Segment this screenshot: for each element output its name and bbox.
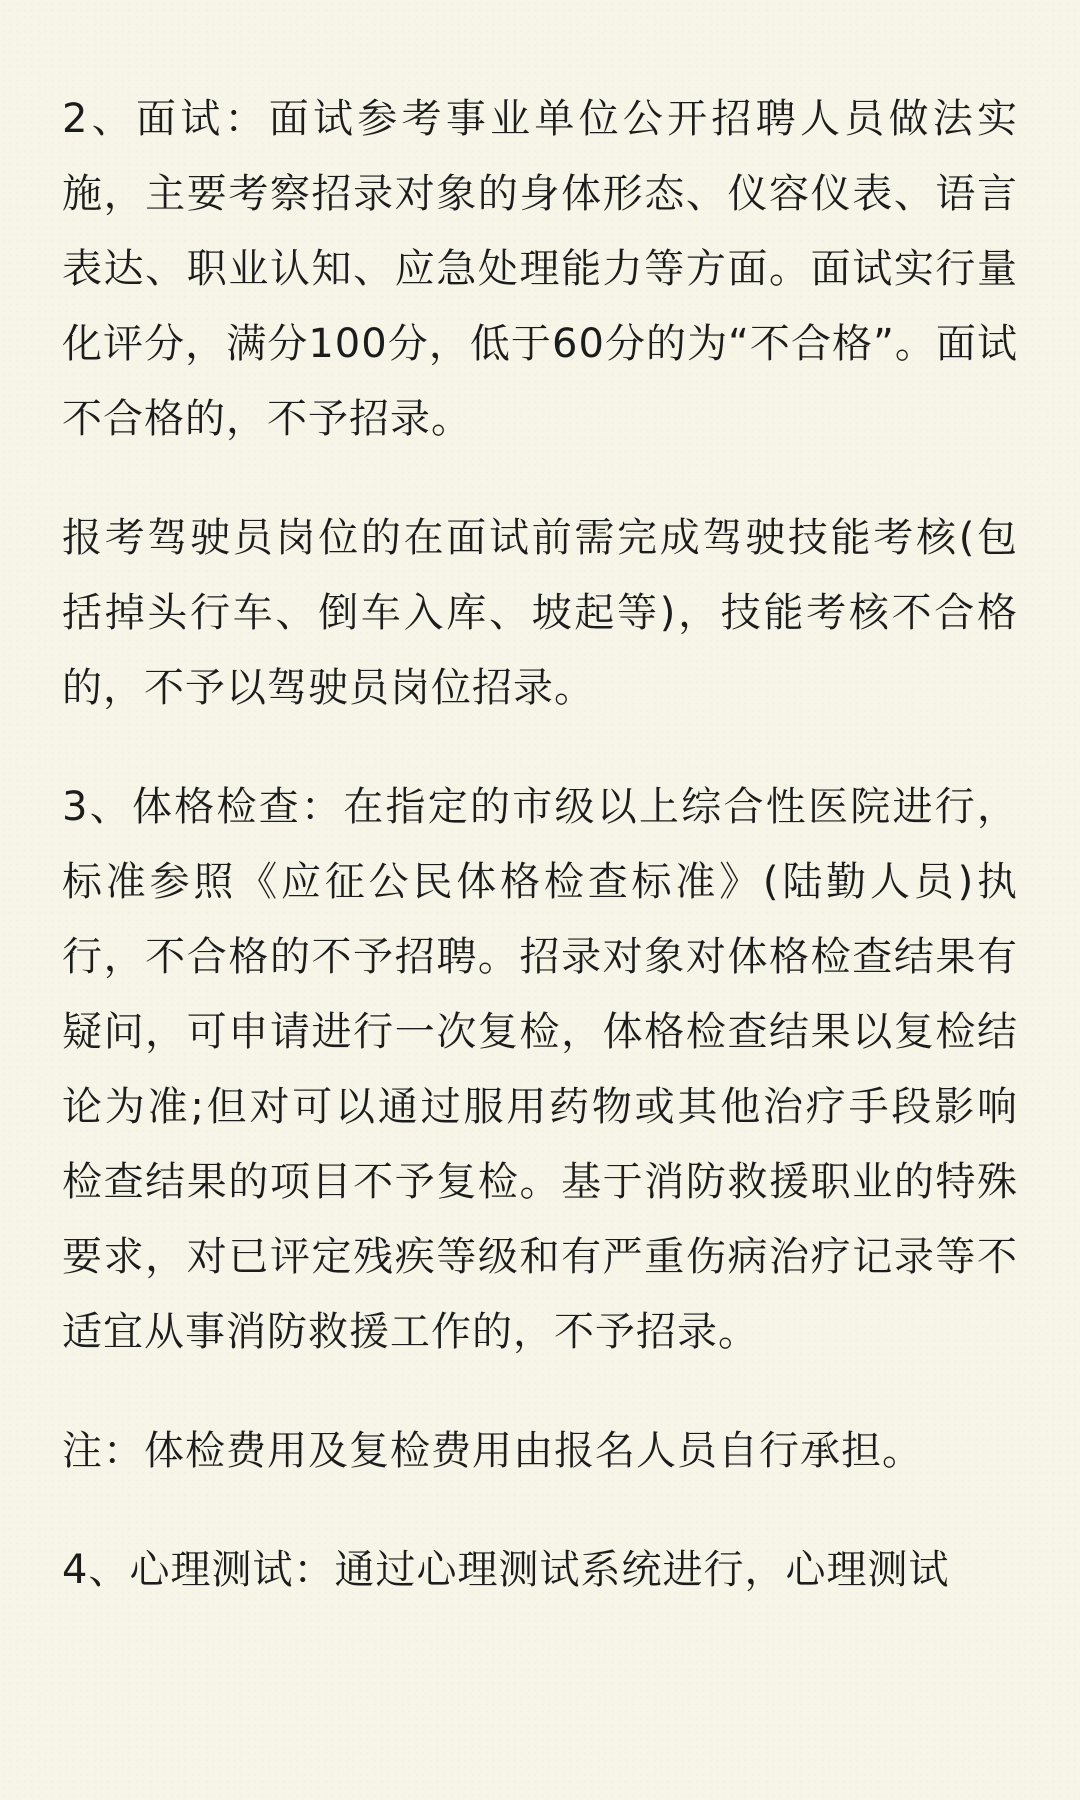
paragraph-interview: 2、面试：面试参考事业单位公开招聘人员做法实施，主要考察招录对象的身体形态、仪容仪表、语言表达、职业认知、应急处理能力等方面。面试实行量化评分，满分100分，低于60分的为“不合格”。面试不合格的，不予招录。: [62, 96, 1018, 442]
paragraph-driver-assessment: 报考驾驶员岗位的在面试前需完成驾驶技能考核(包括掉头行车、倒车入库、坡起等)，技能考核不合格的，不予以驾驶员岗位招录。: [62, 515, 1018, 711]
paragraph-psych-test: 4、心理测试：通过心理测试系统进行，心理测试: [62, 1547, 950, 1593]
paragraph-physical-exam: 3、体格检查：在指定的市级以上综合性医院进行，标准参照《应征公民体格检查标准》(陆勤人员)执行，不合格的不予招聘。招录对象对体格检查结果有疑问，可申请进行一次复检，体格检查结果以复检结论为准;但对可以通过服用药物或其他治疗手段影响检查结果的项目不予复检。基于消防救援职业的特殊要求，对已评定残疾等级和有严重伤病治疗记录等不适宜从事消防救援工作的，不予招录。: [62, 784, 1018, 1355]
paragraph-note: 注：体检费用及复检费用由报名人员自行承担。: [62, 1428, 923, 1474]
